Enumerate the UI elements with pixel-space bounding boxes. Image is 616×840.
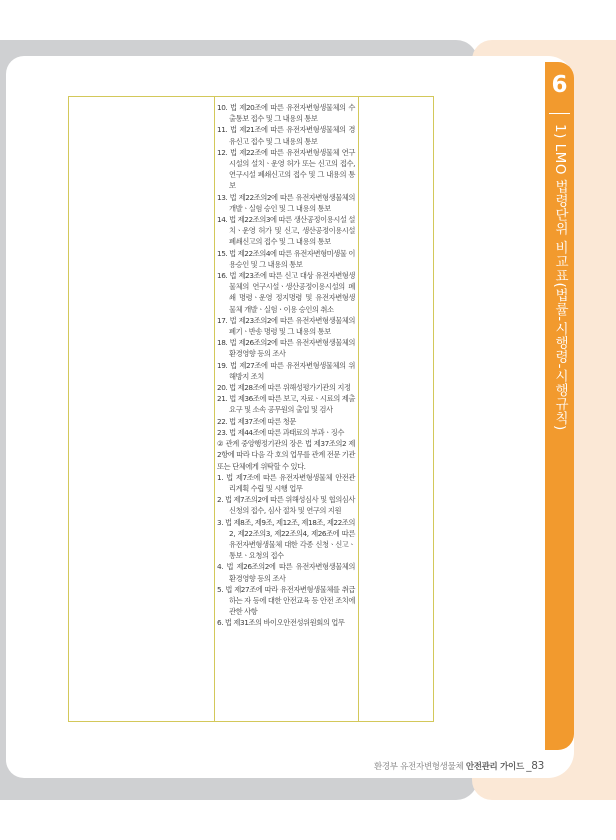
chapter-divider xyxy=(549,113,570,114)
table-row: 5. 법 제27조에 따라 유전자변형생물체를 취급하는 자 등에 대한 안전교육 등 안전 조치에 관한 사항 xyxy=(217,584,355,617)
chapter-title: 1) LMO 법령단위 비교표(법률-시행령-시행규칙) xyxy=(552,124,568,431)
table-row: 16. 법 제23조에 따른 신고 대상 유전자변형생물체의 연구시설ㆍ생산공정이용시설의 폐쇄 명령ㆍ운영 정지명령 및 유전자변형생물체 개발ㆍ실험ㆍ이용 승인의 취소 xyxy=(217,271,355,314)
table-row: 14. 법 제22조의3에 따른 생산공정이용시설 설치ㆍ운영 허가 및 신고, 생산공정이용시설 폐쇄신고의 접수 및 그 내용의 통보 xyxy=(217,215,355,247)
table-row: 20. 법 제28조에 따른 위해성평가기관의 지정 xyxy=(217,383,351,393)
page-number: _83 xyxy=(526,760,544,772)
table-row: 19. 법 제27조에 따른 유전자변형생물체의 위해방지 조치 xyxy=(217,360,355,381)
table-row: 3. 법 제8조, 제9조, 제12조, 제18조, 제22조의2, 제22조의3, 제22조의4, 제26조에 따른 유전자변형생물체 대한 각종 신청ㆍ신고ㆍ통보ㆍ요청의 접수 xyxy=(217,517,355,561)
table-row: 10. 법 제20조에 따른 유전자변형생물체의 수출통보 접수 및 그 내용의 통보 xyxy=(217,103,355,124)
enforcement-decree-column xyxy=(217,102,355,629)
table-paragraph: ② 관계 중앙행정기관의 장은 법 제37조의2 제2항에 따라 다음 각 호의 업무를 관계 전문 기관 또는 단체에게 위탁할 수 있다. xyxy=(217,439,355,471)
table-row: 11. 법 제21조에 따른 유전자변형생물체의 경유신고 접수 및 그 내용의 통보 xyxy=(217,125,355,146)
footer-publisher: 환경부 유전자변형생물체 xyxy=(373,762,464,772)
table-row: 21. 법 제36조에 따른 보고, 자료ㆍ시료의 제출 요구 및 소속 공무원의 출입 및 검사 xyxy=(217,394,355,415)
table-row: 6. 법 제31조의 바이오안전성위원회의 업무 xyxy=(217,618,345,628)
chapter-number: 6 xyxy=(551,72,568,98)
table-row: 4. 법 제26조의2에 따른 유전자변형생물체의 환경영향 등의 조사 xyxy=(217,562,355,583)
table-row: 12. 법 제22조에 따른 유전자변형생물체 연구시설의 설치ㆍ운영 허가 또는 신고의 접수, 연구시설 폐쇄신고의 접수 및 그 내용의 통보 xyxy=(217,147,355,191)
table-row: 15. 법 제22조의4에 따른 유전자변형미생물 이용승인 및 그 내용의 통보 xyxy=(217,248,355,269)
table-column-divider-1 xyxy=(214,96,215,722)
table-row: 2. 법 제7조의2에 따른 위해성심사 및 협의심사 신청의 접수, 심사 절차 및 연구의 지원 xyxy=(217,495,355,516)
table-row: 13. 법 제22조의2에 따른 유전자변형생물체의 개발ㆍ실험 승인 및 그 내용의 통보 xyxy=(217,192,355,213)
footer-guide-title: 안전관리 가이드 xyxy=(465,762,524,772)
table-column-divider-2 xyxy=(358,96,359,722)
table-row: 1. 법 제7조에 따른 유전자변형생물체 안전관리계획 수립 및 시행 업무 xyxy=(217,472,355,493)
table-row: 23. 법 제44조에 따른 과태료의 부과ㆍ징수 xyxy=(217,427,344,437)
page-footer xyxy=(374,760,544,772)
table-row: 22. 법 제37조에 따른 청문 xyxy=(217,416,296,426)
table-row: 17. 법 제23조의2에 따른 유전자변형생물체의 폐기ㆍ반송 명령 및 그 내용의 통보 xyxy=(217,315,355,337)
table-row: 18. 법 제26조의2에 따른 유전자변형생물체의 환경영향 등의 조사 xyxy=(217,338,355,359)
